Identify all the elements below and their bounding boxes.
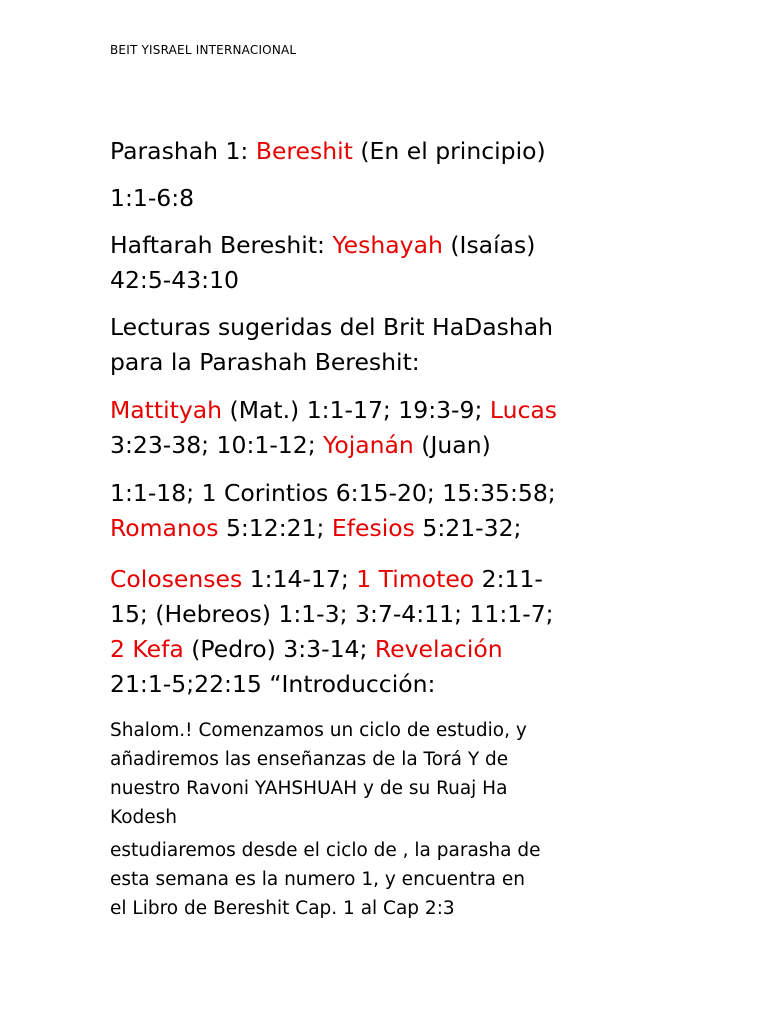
parashah-title [110,134,760,169]
book-mattityah: Mattityah [110,396,223,424]
haftarah-paragraph [110,228,760,298]
book-revelacion: Revelación [374,635,503,663]
parashah-translation: (En el principio) [352,137,546,165]
readings-paragraph-3 [110,562,760,702]
book-lucas: Lucas [489,396,558,424]
intro-2-line-2: esta semana es la numero 1, y encuentra en [110,869,525,890]
text-segment: 5:21-32; [414,514,522,542]
readings-3-line-3 [110,632,760,667]
readings-paragraph-2 [110,476,760,546]
suggested-readings-line-2: para la Parashah Bereshit: [110,348,420,376]
readings-3-line-2: 15; (Hebreos) 1:1-3; 3:7-4:11; 11:1-7; [110,600,554,628]
intro-2-line-1: estudiaremos desde el ciclo de , la parasha de [110,840,541,861]
intro-1-line-2: añadiremos las enseñanzas de la Torá Y de [110,749,509,770]
suggested-readings-heading [110,310,760,380]
readings-1-line-1 [110,393,760,428]
readings-1-line-2 [110,428,760,463]
intro-paragraph-1 [110,716,760,832]
intro-1-line-1: Shalom.! Comenzamos un ciclo de estudio, y [110,720,527,741]
intro-1-line-4: Kodesh [110,807,178,828]
intro-paragraph-2 [110,836,760,923]
parashah-name: Bereshit [255,137,353,165]
suggested-readings-line-1: Lecturas sugeridas del Brit HaDashah [110,313,554,341]
text-segment: 3:23-38; 10:1-12; [110,431,324,459]
readings-3-line-4: 21:1-5;22:15 “Introducción: [110,670,436,698]
parashah-range: 1:1-6:8 [110,184,195,212]
text-segment: (Mat.) 1:1-17; 19:3-9; [222,396,490,424]
haftarah-translation: (Isaías) [442,231,536,259]
book-1-timoteo: 1 Timoteo [356,565,475,593]
book-colosenses: Colosenses [110,565,243,593]
book-2-kefa: 2 Kefa [110,635,184,663]
text-segment: (Pedro) 3:3-14; [183,635,375,663]
document-body [110,134,760,933]
text-segment: 2:11- [474,565,543,593]
intro-2-line-3: el Libro de Bereshit Cap. 1 al Cap 2:3 [110,898,455,919]
text-segment: 5:12:21; [218,514,332,542]
haftarah-line-1 [110,228,760,263]
book-efesios: Efesios [331,514,415,542]
book-romanos: Romanos [110,514,219,542]
readings-paragraph-1 [110,393,760,463]
readings-2-line-2 [110,511,760,546]
text-segment: 1:14-17; [242,565,357,593]
haftarah-book: Yeshayah [332,231,443,259]
intro-1-line-3: nuestro Ravoni YAHSHUAH y de su Ruaj Ha [110,778,508,799]
parashah-label: Parashah 1: [110,137,256,165]
readings-2-line-1: 1:1-18; 1 Corintios 6:15-20; 15:35:58; [110,479,556,507]
haftarah-line-2: 42:5-43:10 [110,266,239,294]
haftarah-label: Haftarah Bereshit: [110,231,333,259]
book-yojanan: Yojanán [323,431,414,459]
document-header: BEIT YISRAEL INTERNACIONAL [110,43,297,57]
readings-3-line-1 [110,562,760,597]
text-segment: (Juan) [413,431,491,459]
